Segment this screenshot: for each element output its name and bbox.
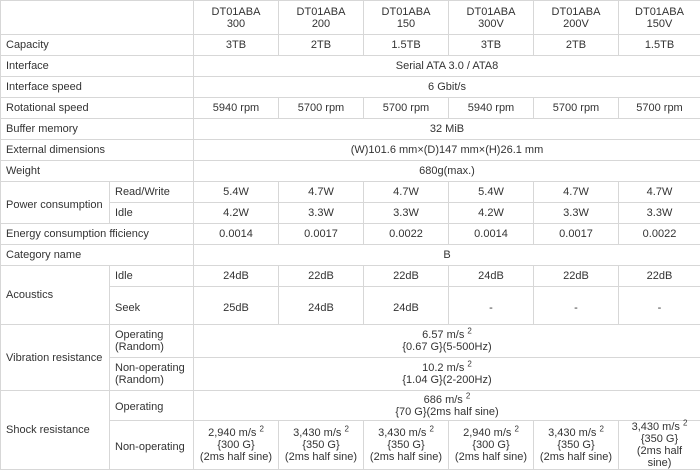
row-label: Power consumption	[1, 182, 110, 224]
cell-value: B	[194, 245, 700, 266]
cell-value: 4.2W	[194, 203, 279, 224]
cell-value: 22dB	[619, 266, 700, 287]
cell-value: 5940 rpm	[194, 98, 279, 119]
cell-value: 5700 rpm	[279, 98, 364, 119]
cell-value: 32 MiB	[194, 119, 700, 140]
interface-row	[1, 56, 700, 77]
cell-value: 5.4W	[449, 182, 534, 203]
cell-value: 4.7W	[619, 182, 700, 203]
cell-value: 5700 rpm	[619, 98, 700, 119]
row-sublabel: Read/Write	[110, 182, 194, 203]
row-label: Vibration resistance	[1, 325, 110, 391]
cell-value: 3TB	[449, 35, 534, 56]
cell-value: 5700 rpm	[364, 98, 449, 119]
category-name-row	[1, 245, 700, 266]
header-corner	[1, 1, 194, 35]
cell-value: 4.7W	[364, 182, 449, 203]
column-header: DT01ABA 300	[194, 1, 279, 35]
cell-value: 3.3W	[619, 203, 700, 224]
cell-value: 4.2W	[449, 203, 534, 224]
vibration-operating-row	[1, 325, 700, 358]
energy-efficiency-row	[1, 224, 700, 245]
cell-value: 25dB	[194, 287, 279, 325]
row-sublabel: Seek	[110, 287, 194, 325]
weight-row	[1, 161, 700, 182]
cell-value: 0.0017	[534, 224, 619, 245]
header-row	[1, 1, 700, 35]
cell-value: (W)101.6 mm×(D)147 mm×(H)26.1 mm	[194, 140, 700, 161]
cell-value: 3,430 m/s $^2$ {350 G} (2ms half sine)	[534, 421, 619, 470]
cell-value: -	[449, 287, 534, 325]
row-sublabel: Operating	[110, 391, 194, 421]
row-label: Weight	[1, 161, 194, 182]
cell-value: 5700 rpm	[534, 98, 619, 119]
row-label: Capacity	[1, 35, 194, 56]
row-label: Shock resistance	[1, 391, 110, 470]
column-header: DT01ABA 150V	[619, 1, 700, 35]
row-sublabel: Operating (Random)	[110, 325, 194, 358]
cell-value: 0.0022	[619, 224, 700, 245]
row-label: Category name	[1, 245, 194, 266]
cell-value: 6.57 m/s $^2$ {0.67 G}(5-500Hz)	[194, 325, 700, 358]
cell-value: 3.3W	[364, 203, 449, 224]
power-read-write-row	[1, 182, 700, 203]
acoustics-idle-row	[1, 266, 700, 287]
cell-value: 2TB	[534, 35, 619, 56]
cell-value: 0.0017	[279, 224, 364, 245]
column-header: DT01ABA 150	[364, 1, 449, 35]
cell-value: 3,430 m/s $^2$ {350 G} (2ms half sine)	[619, 421, 700, 470]
buffer-memory-row	[1, 119, 700, 140]
cell-value: 24dB	[279, 287, 364, 325]
cell-value: -	[534, 287, 619, 325]
row-label: Interface speed	[1, 77, 194, 98]
cell-value: Serial ATA 3.0 / ATA8	[194, 56, 700, 77]
cell-value: 3,430 m/s $^2$ {350 G} (2ms half sine)	[279, 421, 364, 470]
row-label: Buffer memory	[1, 119, 194, 140]
cell-value: 5940 rpm	[449, 98, 534, 119]
row-sublabel: Non-operating (Random)	[110, 358, 194, 391]
cell-value: -	[619, 287, 700, 325]
cell-value: 1.5TB	[619, 35, 700, 56]
row-sublabel: Non-operating	[110, 421, 194, 470]
cell-value: 4.7W	[534, 182, 619, 203]
cell-value: 0.0014	[449, 224, 534, 245]
cell-value: 2,940 m/s $^2$ {300 G} (2ms half sine)	[194, 421, 279, 470]
cell-value: 680g(max.)	[194, 161, 700, 182]
cell-value: 24dB	[364, 287, 449, 325]
external-dimensions-row	[1, 140, 700, 161]
row-sublabel: Idle	[110, 203, 194, 224]
column-header: DT01ABA 200	[279, 1, 364, 35]
cell-value: 3TB	[194, 35, 279, 56]
cell-value: 686 m/s $^2$ {70 G}(2ms half sine)	[194, 391, 700, 421]
cell-value: 1.5TB	[364, 35, 449, 56]
cell-value: 6 Gbit/s	[194, 77, 700, 98]
cell-value: 2TB	[279, 35, 364, 56]
cell-value: 3.3W	[279, 203, 364, 224]
cell-value: 5.4W	[194, 182, 279, 203]
cell-value: 4.7W	[279, 182, 364, 203]
cell-value: 3.3W	[534, 203, 619, 224]
cell-value: 10.2 m/s $^2$ {1.04 G}(2-200Hz)	[194, 358, 700, 391]
cell-value: 3,430 m/s $^2$ {350 G} (2ms half sine)	[364, 421, 449, 470]
cell-value: 22dB	[364, 266, 449, 287]
row-sublabel: Idle	[110, 266, 194, 287]
cell-value: 0.0022	[364, 224, 449, 245]
shock-operating-row	[1, 391, 700, 421]
cell-value: 24dB	[194, 266, 279, 287]
cell-value: 22dB	[279, 266, 364, 287]
interface-speed-row	[1, 77, 700, 98]
row-label: Acoustics	[1, 266, 110, 325]
row-label: External dimensions	[1, 140, 194, 161]
capacity-row	[1, 35, 700, 56]
row-label: Rotational speed	[1, 98, 194, 119]
row-label: Interface	[1, 56, 194, 77]
row-label: Energy consumption fficiency	[1, 224, 194, 245]
cell-value: 24dB	[449, 266, 534, 287]
column-header: DT01ABA 200V	[534, 1, 619, 35]
cell-value: 0.0014	[194, 224, 279, 245]
cell-value: 2,940 m/s $^2$ {300 G} (2ms half sine)	[449, 421, 534, 470]
column-header: DT01ABA 300V	[449, 1, 534, 35]
rotational-speed-row	[1, 98, 700, 119]
cell-value: 22dB	[534, 266, 619, 287]
